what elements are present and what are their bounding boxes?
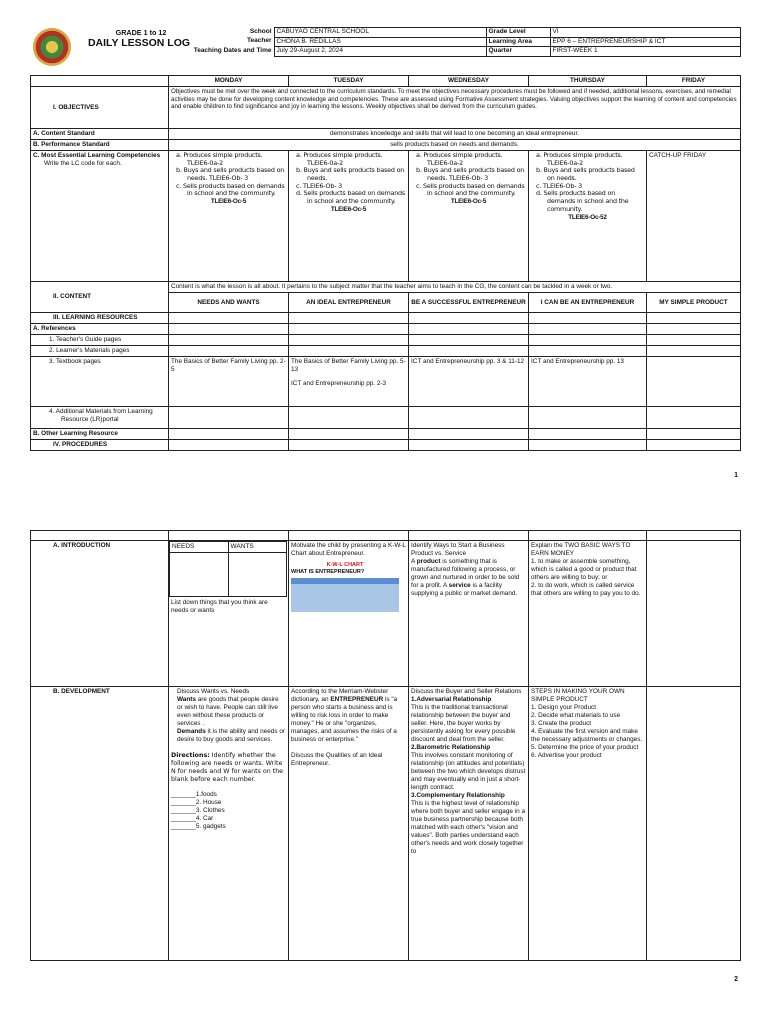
teacher-value: CHONA B. REDILLAS <box>274 37 486 47</box>
introduction-monday <box>169 541 289 687</box>
list-item: _______3. Clothes <box>171 807 225 815</box>
development-monday <box>169 687 289 961</box>
wants-definition <box>177 696 286 728</box>
objectives-label: I. OBJECTIVES <box>31 87 169 129</box>
day-header-wednesday: WEDNESDAY <box>409 76 529 87</box>
page-gap <box>0 500 768 512</box>
kwl-chart-grid <box>291 578 399 612</box>
list-item: 6. Advertise your product <box>531 752 602 759</box>
day-header-friday: FRIDAY <box>647 76 741 87</box>
introduction-friday <box>647 541 741 687</box>
content-standard-label: A. Content Standard <box>31 129 169 140</box>
competencies-wednesday <box>409 151 529 282</box>
text-run: is a facility supplying a public or market demand. <box>411 582 518 597</box>
teaching-dates-label: Teaching Dates and Time <box>193 46 272 54</box>
performance-standard-text: sells products based on needs and demands. <box>169 140 741 151</box>
dll-header <box>30 27 740 67</box>
introduction-thursday <box>529 541 647 687</box>
development-friday <box>647 687 741 961</box>
page-number-1: 1 <box>734 472 738 479</box>
teaching-dates-value: July 29-August 2, 2024 <box>274 47 486 57</box>
text-run: A <box>411 558 417 565</box>
service-term: service <box>448 582 471 589</box>
introduction-monday-text: List down things that you think are needs or wants <box>171 599 268 615</box>
list-item: _______4. Car <box>171 815 214 823</box>
quarter-value: FIRST-WEEK 1 <box>550 47 740 57</box>
list-item: d. Sells products based on demands in school and the community. <box>296 189 406 206</box>
list-item: a. Produces simple products. TLEIE6-0a-2 <box>416 151 503 167</box>
list-item: _______5. gadgets <box>171 823 226 831</box>
entrepreneur-term: ENTREPRENEUR <box>330 696 384 703</box>
introduction-wednesday <box>409 541 529 687</box>
document-title: DAILY LESSON LOG <box>87 37 191 49</box>
competencies-sublabel: Write the LC code for each. <box>44 160 122 167</box>
content-title-monday: NEEDS AND WANTS <box>169 293 289 313</box>
list-item: a. Produces simple products. TLEIE6-0a-2 <box>536 151 623 167</box>
additional-materials-label: 4. Additional Materials from Learning Resource (LR)portal <box>31 407 169 429</box>
text-run: is something that is manufactured following a process, or grown and nurtured in order to be sold for a profit. A <box>411 558 520 589</box>
list-item: a. Produces simple products. TLEIE6-0a-2 <box>176 151 263 167</box>
textbook-pages-label: 3. Textbook pages <box>31 357 169 407</box>
page-2 <box>0 512 768 1024</box>
school-seal-logo <box>33 28 71 66</box>
competencies-label: C. Most Essential Learning Competencies <box>33 152 161 159</box>
list-item: _______1.foods <box>171 791 217 799</box>
competencies-thursday <box>529 151 647 282</box>
list-item: 4. Evaluate the first version and make the necessary adjustments or changes. <box>531 728 643 743</box>
content-title-thursday: I CAN BE AN ENTREPRENEUR <box>529 293 647 313</box>
textbook-tuesday <box>289 357 409 407</box>
corner-cell <box>31 76 169 87</box>
list-item: 5. Determine the price of your product <box>531 744 639 751</box>
relationship-heading-3: 3.Complementary Relationship <box>411 792 505 799</box>
needs-header: NEEDS <box>170 542 229 553</box>
content-note: Content is what the lesson is all about. It pertains to the subject matter that the teacher aims to teach in the CG, the content can be tackled in a week or two. <box>169 282 741 293</box>
introduction-tuesday <box>289 541 409 687</box>
introduction-label: A. INTRODUCTION <box>31 541 169 687</box>
list-item: b. Buys and sells products based on needs. TLEIE6-Ob- 3 <box>416 166 525 183</box>
list-item: b. Buys and sells products based on needs. <box>296 166 405 183</box>
competencies-friday: CATCH-UP FRIDAY <box>647 151 741 282</box>
text-run: According to the Merriam-Webster dictionary, an <box>291 688 389 703</box>
list-item: _______2. House <box>171 799 222 807</box>
list-item: 2. to do work, which is called service that others are willing to pay you to do. <box>531 582 641 597</box>
development-wednesday-heading: Discuss the Buyer and Seller Relations <box>411 688 522 695</box>
textbook-thursday: ICT and Entrepreneurship pp. 13 <box>529 357 647 407</box>
performance-standard-label: B. Performance Standard <box>31 140 169 151</box>
list-item: a. Produces simple products. TLEIE6-0a-2 <box>296 151 383 167</box>
content-standard-text: demonstrates knowledge and skills that will lead to one becoming an ideal entrepreneur. <box>169 129 741 140</box>
entrepreneur-definition <box>291 688 406 744</box>
grade-label: GRADE 1 to 12 <box>115 28 167 37</box>
teacher-label: Teacher <box>247 37 272 44</box>
textbook-tuesday-2: ICT and Entrepreneurship pp. 2-3 <box>291 380 387 387</box>
list-item: 3. Create the product <box>531 720 592 727</box>
day-header-monday: MONDAY <box>169 76 289 87</box>
grade-level-label: Grade Level <box>486 28 550 38</box>
kwl-chart-question: WHAT IS ENTREPRENEUR? <box>291 568 365 575</box>
demands-term: Demands <box>177 728 206 735</box>
competencies-label-cell <box>31 151 169 282</box>
list-item: c. TLEIE6-Ob- 3 <box>536 181 583 190</box>
relationship-text-2: This involves constant monitoring of relationship (on attitudes and potentials) between the two which develops distrust and may eventually end in just a short-length contract. <box>411 752 526 791</box>
lesson-log-table <box>30 75 741 451</box>
development-tuesday <box>289 687 409 961</box>
list-item: d. Sells products based on demands in school and the community. <box>536 189 629 213</box>
directions-text <box>171 752 286 783</box>
learners-materials-label: 2. Learner's Materials pages <box>31 346 169 357</box>
introduction-wednesday-heading: Identify Ways to Start a Business Product vs. Service <box>411 542 505 557</box>
kwl-chart-image <box>291 562 399 612</box>
introduction-tuesday-text: Motivate the child by presenting a K-W-L Chart about Entrepreneur. <box>291 542 406 557</box>
relationship-heading-1: 1.Adversarial Relationship <box>411 696 492 703</box>
textbook-monday: The Basics of Better Family Living pp. 2-5 <box>169 357 289 407</box>
textbook-tuesday-1: The Basics of Better Family Living pp. 5-13 <box>291 358 406 373</box>
list-item: c. Sells products based on demands in school and the community. <box>176 181 285 198</box>
development-thursday-heading: STEPS IN MAKING YOUR OWN SIMPLE PRODUCT <box>531 688 625 703</box>
lc-code: TLEIE6-Oc-52 <box>568 213 607 221</box>
development-monday-heading: Discuss Wants vs. Needs <box>177 688 250 695</box>
kwl-chart-title: K-W-L CHART <box>326 562 364 568</box>
list-item: c. TLEIE6-Ob- 3 <box>296 181 343 190</box>
wants-term: Wants <box>177 696 196 703</box>
list-item: 1. to make or assemble something, which is called a good or product that others are willing to buy; or <box>531 558 637 581</box>
text-run: it is the ability and needs or desire to buy goods and services. <box>177 728 285 743</box>
grade-level-value: VI <box>550 28 740 38</box>
introduction-wednesday-text <box>411 558 526 598</box>
text-run: are goods that people desire or wish to have. People can still live even without these products or services . <box>177 696 279 727</box>
list-item: b. Buys and sells products based on needs. TLEIE6-Ob- 3 <box>176 166 285 183</box>
objectives-text: Objectives must be met over the week and connected to the curriculum standards. To meet the objectives necessary procedures must be followed and if needed, additional lessons, exercises, and remedial activities may be done for developing content knowledge and competencies. These are assessed using Formative Assessment strategies. Valuing objectives support the learning of content and competencies and enable children to find significance and joy in learning the lessons. Weekly objectives shall be derived from the curriculum guides. <box>169 87 741 129</box>
day-header-thursday: THURSDAY <box>529 76 647 87</box>
list-item: b. Buys and sells products based on needs. <box>536 166 635 183</box>
teachers-guide-label: 1. Teacher's Guide pages <box>31 335 169 346</box>
relationship-heading-2: 2.Barometric Relationship <box>411 744 491 751</box>
wants-header: WANTS <box>228 542 287 553</box>
learning-resources-label: III. LEARNING RESOURCES <box>31 313 169 324</box>
needs-wants-table <box>169 541 287 597</box>
list-item: 2. Decide what materials to use <box>531 712 621 719</box>
competencies-tuesday <box>289 151 409 282</box>
relationship-text-3: This is the highest level of relationship where both buyer and seller engage in a true business partnership because both matched with each other's "vision and values". Both parties understand each other's needs and work closely together to <box>411 800 526 855</box>
directions-term: Directions: <box>171 752 210 759</box>
relationship-text-1: This is the traditional transactional relationship between the buyer and seller. Here, the buyer works by persistently asking for every possible discount and deal from the seller. <box>411 704 516 743</box>
textbook-wednesday: ICT and Entrepreneurship pp. 3 & 11-12 <box>409 357 529 407</box>
procedures-label: IV. PROCEDURES <box>31 440 169 451</box>
quarter-label: Quarter <box>486 47 550 57</box>
list-item: c. Sells products based on demands in school and the community. <box>416 181 525 198</box>
lc-code: TLEIE6-Oc-5 <box>330 205 367 213</box>
text-run: Identify whether the following are needs or wants. Write N for needs and W for wants on the blank before each number. <box>171 752 284 783</box>
development-label: B. DEVELOPMENT <box>31 687 169 961</box>
other-resource-label: B. Other Learning Resource <box>31 429 169 440</box>
day-header-tuesday: TUESDAY <box>289 76 409 87</box>
needs-wants-list <box>171 791 286 831</box>
lc-code: TLEIE6-Oc-5 <box>210 198 247 206</box>
page-1 <box>0 0 768 500</box>
school-label: School <box>249 27 272 35</box>
content-title-tuesday: AN IDEAL ENTREPRENEUR <box>289 293 409 313</box>
list-item: 1. Design your Product <box>531 704 597 711</box>
development-thursday <box>529 687 647 961</box>
learning-area-value: EPP 6 – ENTREPRENEURSHIP & ICT <box>550 37 740 47</box>
header-info-table <box>172 27 741 57</box>
school-value: CABUYAO CENTRAL SCHOOL <box>274 28 486 38</box>
content-label: II. CONTENT <box>31 282 169 313</box>
procedures-table <box>30 530 741 961</box>
introduction-thursday-heading: Explain the TWO BASIC WAYS TO EARN MONEY <box>531 542 631 557</box>
demands-definition <box>177 728 286 744</box>
lc-code: TLEIE6-Oc-5 <box>450 198 487 206</box>
competencies-monday <box>169 151 289 282</box>
development-tuesday-note: Discuss the Qualities of an Ideal Entrepreneur. <box>291 752 383 767</box>
content-title-friday: MY SIMPLE PRODUCT <box>647 293 741 313</box>
text-run: is "a person who starts a business and is willing to risk loss in order to make money." He or she "organizes, manages, and assumes the risks of a business or enterprise." <box>291 696 398 743</box>
references-label: A. References <box>31 324 169 335</box>
content-title-wednesday: BE A SUCCESSFUL ENTREPRENEUR <box>409 293 529 313</box>
development-wednesday <box>409 687 529 961</box>
learning-area-label: Learning Area <box>486 37 550 47</box>
product-term: product <box>416 558 441 565</box>
page-number-2: 2 <box>734 976 738 983</box>
